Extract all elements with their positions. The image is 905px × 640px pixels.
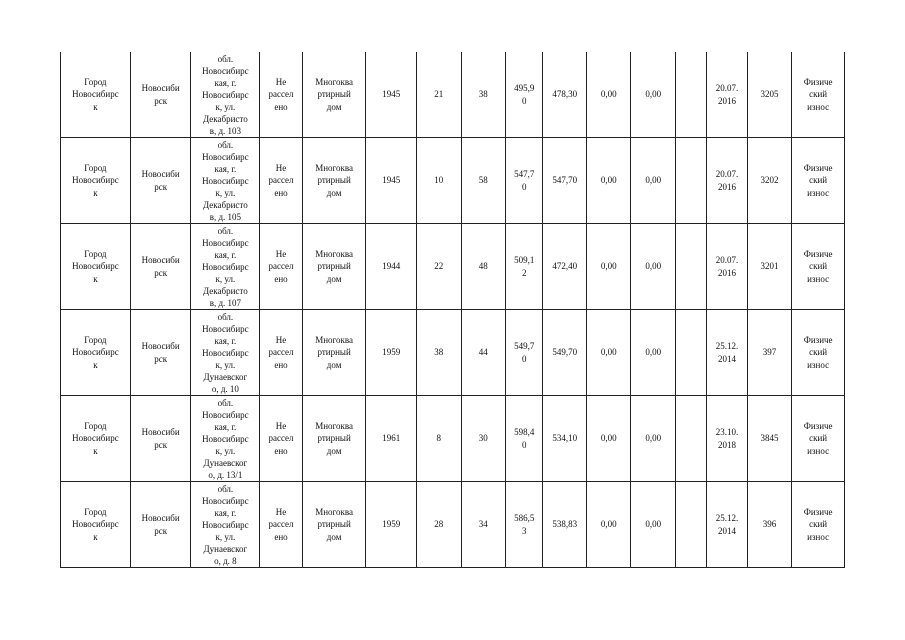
table-body [61,52,845,568]
count-cell: 28 [417,482,462,568]
region-cell: Город Новосибирс к [61,396,131,482]
city-cell: Новосиби рск [130,310,191,396]
value-cell: 0,00 [631,396,676,482]
table-row [61,224,845,310]
year-cell: 1944 [366,224,417,310]
count-cell: 8 [417,396,462,482]
value-cell: 0,00 [631,52,676,138]
table-row [61,482,845,568]
value-cell: 0,00 [586,138,631,224]
status-cell: Не рассел ено [260,224,302,310]
city-cell: Новосиби рск [130,396,191,482]
count-cell: 34 [461,482,506,568]
total-area-cell: 549,7 0 [506,310,543,396]
value-cell: 0,00 [631,224,676,310]
total-area-cell: 495,9 0 [506,52,543,138]
living-area-cell: 534,10 [543,396,586,482]
empty-cell [675,396,706,482]
empty-cell [675,138,706,224]
document-number-cell: 397 [747,310,792,396]
city-cell: Новосиби рск [130,224,191,310]
city-cell: Новосиби рск [130,138,191,224]
region-cell: Город Новосибирс к [61,138,131,224]
building-type-cell: Многоква ртирный дом [302,310,366,396]
empty-cell [675,482,706,568]
value-cell: 0,00 [586,396,631,482]
city-cell: Новосиби рск [130,52,191,138]
status-cell: Не рассел ено [260,52,302,138]
value-cell: 0,00 [586,310,631,396]
empty-cell [675,310,706,396]
address-cell: обл. Новосибирс кая, г. Новосибирс к, ул. Декабристо в, д. 105 [191,138,260,224]
address-cell: обл. Новосибирс кая, г. Новосибирс к, ул. Дунаевског о, д. 10 [191,310,260,396]
count-cell: 10 [417,138,462,224]
address-cell: обл. Новосибирс кая, г. Новосибирс к, ул. Декабристо в, д. 107 [191,224,260,310]
total-area-cell: 598,4 0 [506,396,543,482]
year-cell: 1961 [366,396,417,482]
living-area-cell: 547,70 [543,138,586,224]
count-cell: 30 [461,396,506,482]
count-cell: 48 [461,224,506,310]
total-area-cell: 586,5 3 [506,482,543,568]
document-sheet [60,52,845,568]
count-cell: 44 [461,310,506,396]
count-cell: 38 [417,310,462,396]
value-cell: 0,00 [631,310,676,396]
year-cell: 1959 [366,310,417,396]
city-cell: Новосиби рск [130,482,191,568]
date-cell: 23.10. 2018 [707,396,747,482]
region-cell: Город Новосибирс к [61,224,131,310]
document-number-cell: 3202 [747,138,792,224]
building-type-cell: Многоква ртирный дом [302,52,366,138]
table-row [61,396,845,482]
living-area-cell: 549,70 [543,310,586,396]
value-cell: 0,00 [586,52,631,138]
status-cell: Не рассел ено [260,138,302,224]
status-cell: Не рассел ено [260,482,302,568]
count-cell: 38 [461,52,506,138]
empty-cell [675,52,706,138]
region-cell: Город Новосибирс к [61,482,131,568]
document-number-cell: 3205 [747,52,792,138]
living-area-cell: 478,30 [543,52,586,138]
reason-cell: Физиче ский износ [792,396,845,482]
table-row [61,138,845,224]
reason-cell: Физиче ский износ [792,52,845,138]
building-type-cell: Многоква ртирный дом [302,482,366,568]
living-area-cell: 538,83 [543,482,586,568]
document-number-cell: 3845 [747,396,792,482]
address-cell: обл. Новосибирс кая, г. Новосибирс к, ул. Дунаевског о, д. 8 [191,482,260,568]
housing-table [60,52,845,568]
living-area-cell: 472,40 [543,224,586,310]
document-number-cell: 396 [747,482,792,568]
count-cell: 58 [461,138,506,224]
value-cell: 0,00 [631,138,676,224]
building-type-cell: Многоква ртирный дом [302,138,366,224]
year-cell: 1945 [366,52,417,138]
total-area-cell: 509,1 2 [506,224,543,310]
status-cell: Не рассел ено [260,310,302,396]
date-cell: 20.07. 2016 [707,224,747,310]
date-cell: 20.07. 2016 [707,138,747,224]
empty-cell [675,224,706,310]
table-row [61,310,845,396]
reason-cell: Физиче ский износ [792,138,845,224]
region-cell: Город Новосибирс к [61,310,131,396]
address-cell: обл. Новосибирс кая, г. Новосибирс к, ул. Дунаевског о, д. 13/1 [191,396,260,482]
value-cell: 0,00 [631,482,676,568]
reason-cell: Физиче ский износ [792,482,845,568]
document-number-cell: 3201 [747,224,792,310]
status-cell: Не рассел ено [260,396,302,482]
table-row [61,52,845,138]
date-cell: 25.12. 2014 [707,482,747,568]
reason-cell: Физиче ский износ [792,224,845,310]
total-area-cell: 547,7 0 [506,138,543,224]
region-cell: Город Новосибирс к [61,52,131,138]
year-cell: 1959 [366,482,417,568]
address-cell: обл. Новосибирс кая, г. Новосибирс к, ул. Декабристо в, д. 103 [191,52,260,138]
value-cell: 0,00 [586,482,631,568]
count-cell: 22 [417,224,462,310]
date-cell: 20.07. 2016 [707,52,747,138]
reason-cell: Физиче ский износ [792,310,845,396]
value-cell: 0,00 [586,224,631,310]
year-cell: 1945 [366,138,417,224]
building-type-cell: Многоква ртирный дом [302,396,366,482]
building-type-cell: Многоква ртирный дом [302,224,366,310]
date-cell: 25.12. 2014 [707,310,747,396]
count-cell: 21 [417,52,462,138]
